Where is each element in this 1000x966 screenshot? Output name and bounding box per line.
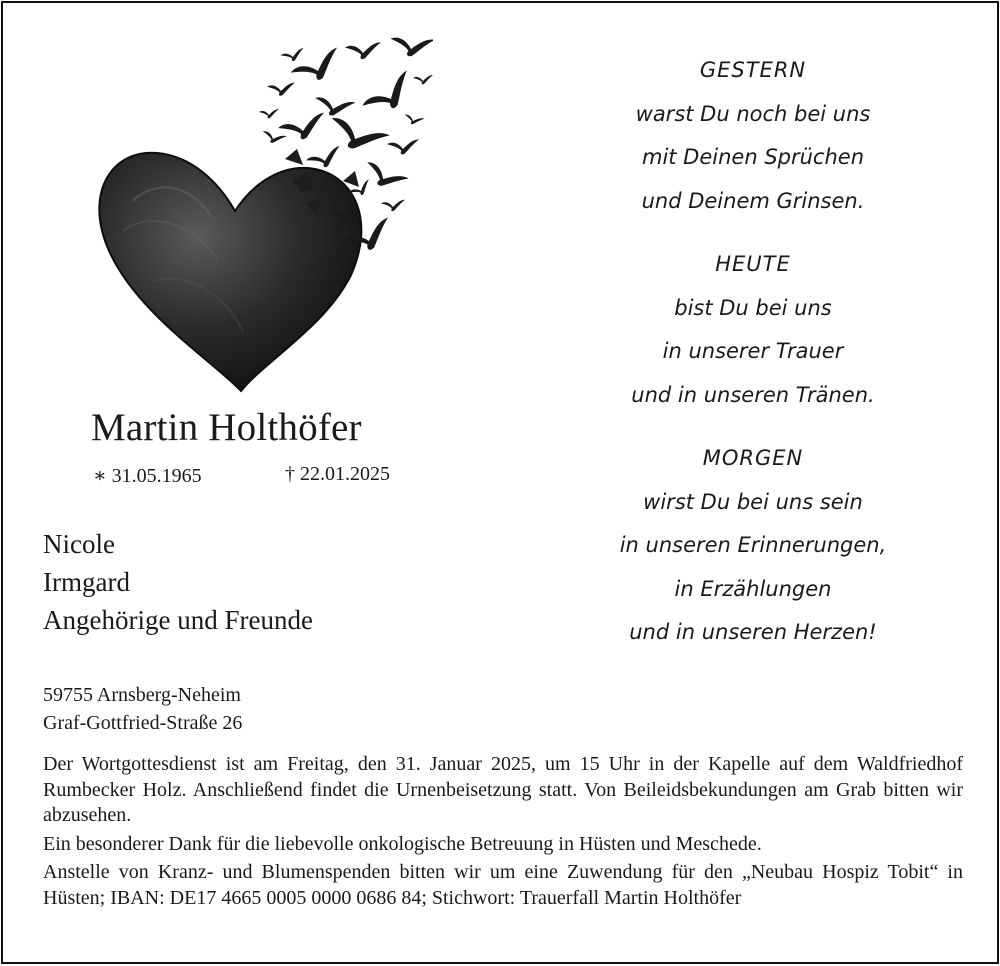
- poem-stanza: [603, 49, 903, 223]
- poem-line: bist Du bei uns: [674, 295, 832, 320]
- address-line: Graf-Gottfried-Straße 26: [43, 712, 243, 734]
- heart-with-birds-illustration: [93, 31, 433, 401]
- poem-stanza-heading: MORGEN: [702, 446, 804, 470]
- service-notes: [43, 752, 963, 914]
- birth-date: ∗ 31.05.1965: [93, 465, 202, 487]
- mourner-name: Angehörige und Freunde: [43, 605, 313, 635]
- death-date: † 22.01.2025: [285, 463, 390, 485]
- poem-line: wirst Du bei uns sein: [643, 489, 863, 514]
- address-line: 59755 Arnsberg-Neheim: [43, 684, 241, 706]
- mourning-address: [43, 681, 242, 737]
- poem-line: in Erzählungen: [674, 576, 832, 601]
- obituary-notice: [1, 1, 999, 964]
- poem-stanza: [603, 437, 903, 655]
- note-paragraph: Anstelle von Kranz- und Blumenspenden bitten wir um eine Zuwendung für den „Neubau Hospiz Tobit“ in Hüsten; IBAN: DE17 4665 0005 0000 0686 84; Stichwort: Trauerfall Martin Holthöfer: [43, 861, 963, 909]
- poem-line: und in unseren Herzen!: [629, 620, 877, 644]
- poem-line: und in unseren Tränen.: [631, 382, 875, 407]
- poem-line: und Deinem Grinsen.: [641, 188, 865, 213]
- deceased-name: Martin Holthöfer: [91, 406, 362, 449]
- poem-stanza: [603, 243, 903, 417]
- mourner-name: Nicole: [43, 529, 115, 559]
- note-paragraph: Der Wortgottesdienst ist am Freitag, den 31. Januar 2025, um 15 Uhr in der Kapelle auf dem Waldfriedhof Rumbecker Holz. Anschließend findet die Urnenbeisetzung statt. Von Beileidsbekundungen am Grab bitten wir abzusehen.: [43, 753, 963, 826]
- mourner-name: Irmgard: [43, 567, 130, 597]
- mourners-list: [43, 525, 313, 639]
- poem-line: mit Deinen Sprüchen: [641, 145, 865, 169]
- memorial-poem: [603, 49, 903, 675]
- poem-stanza-heading: HEUTE: [715, 252, 791, 276]
- poem-line: in unseren Erinnerungen,: [619, 533, 887, 557]
- poem-stanza-heading: GESTERN: [699, 58, 807, 82]
- poem-line: in unserer Trauer: [662, 339, 844, 363]
- note-paragraph: Ein besonderer Dank für die liebevolle onkologische Betreuung in Hüsten und Meschede.: [43, 832, 762, 855]
- poem-line: warst Du noch bei uns: [635, 101, 871, 126]
